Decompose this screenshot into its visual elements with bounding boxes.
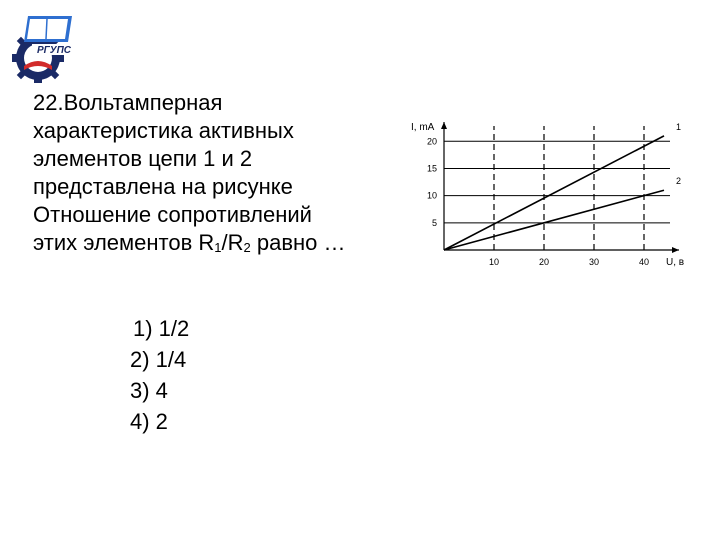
- answer-option-4[interactable]: 4) 2: [130, 409, 168, 434]
- x-axis-label: U, в: [666, 257, 685, 268]
- question-line: характеристика активных: [33, 118, 294, 143]
- question-text-part: /R: [221, 230, 244, 255]
- question-line: 22.Вольтамперная: [33, 90, 223, 115]
- y-axis-label: I, mA: [411, 122, 435, 133]
- y-axis-arrow: [441, 122, 447, 129]
- series-label-2: 2: [676, 176, 682, 187]
- question-text-part: этих элементов R: [33, 230, 215, 255]
- x-tick-label: 20: [538, 257, 550, 267]
- x-tick-label: 10: [488, 257, 500, 267]
- y-tick-label: 20: [426, 136, 437, 147]
- y-tick-label: 5: [431, 217, 437, 228]
- y-tick-label: 15: [426, 163, 437, 174]
- logo-text: РГУПС: [37, 45, 71, 56]
- y-tick-label: 10: [426, 190, 437, 201]
- question-text: [33, 89, 413, 262]
- answer-options: [130, 313, 189, 437]
- question-line: элементов цепи 1 и 2: [33, 146, 253, 171]
- answer-option-3[interactable]: 3) 4: [130, 378, 168, 403]
- subscript-1: 1: [214, 240, 222, 255]
- question-line: представлена на рисунке: [33, 174, 293, 199]
- series-label-1: 1: [676, 121, 682, 132]
- question-line: [33, 229, 413, 262]
- x-tick-label: 40: [638, 257, 650, 267]
- answer-option-1[interactable]: 1) 1/2: [133, 316, 190, 341]
- question-line: Отношение сопротивлений: [33, 202, 312, 227]
- subscript-2: 2: [243, 240, 251, 255]
- volt-ampere-chart: [404, 110, 694, 282]
- series-line-1: [444, 136, 664, 250]
- answer-option-2[interactable]: 2) 1/4: [130, 347, 187, 372]
- series-line-2: [444, 190, 664, 250]
- university-logo: [2, 8, 86, 84]
- question-text-part: равно …: [250, 230, 346, 255]
- x-axis-arrow: [672, 247, 679, 253]
- x-tick-label: 30: [588, 257, 600, 267]
